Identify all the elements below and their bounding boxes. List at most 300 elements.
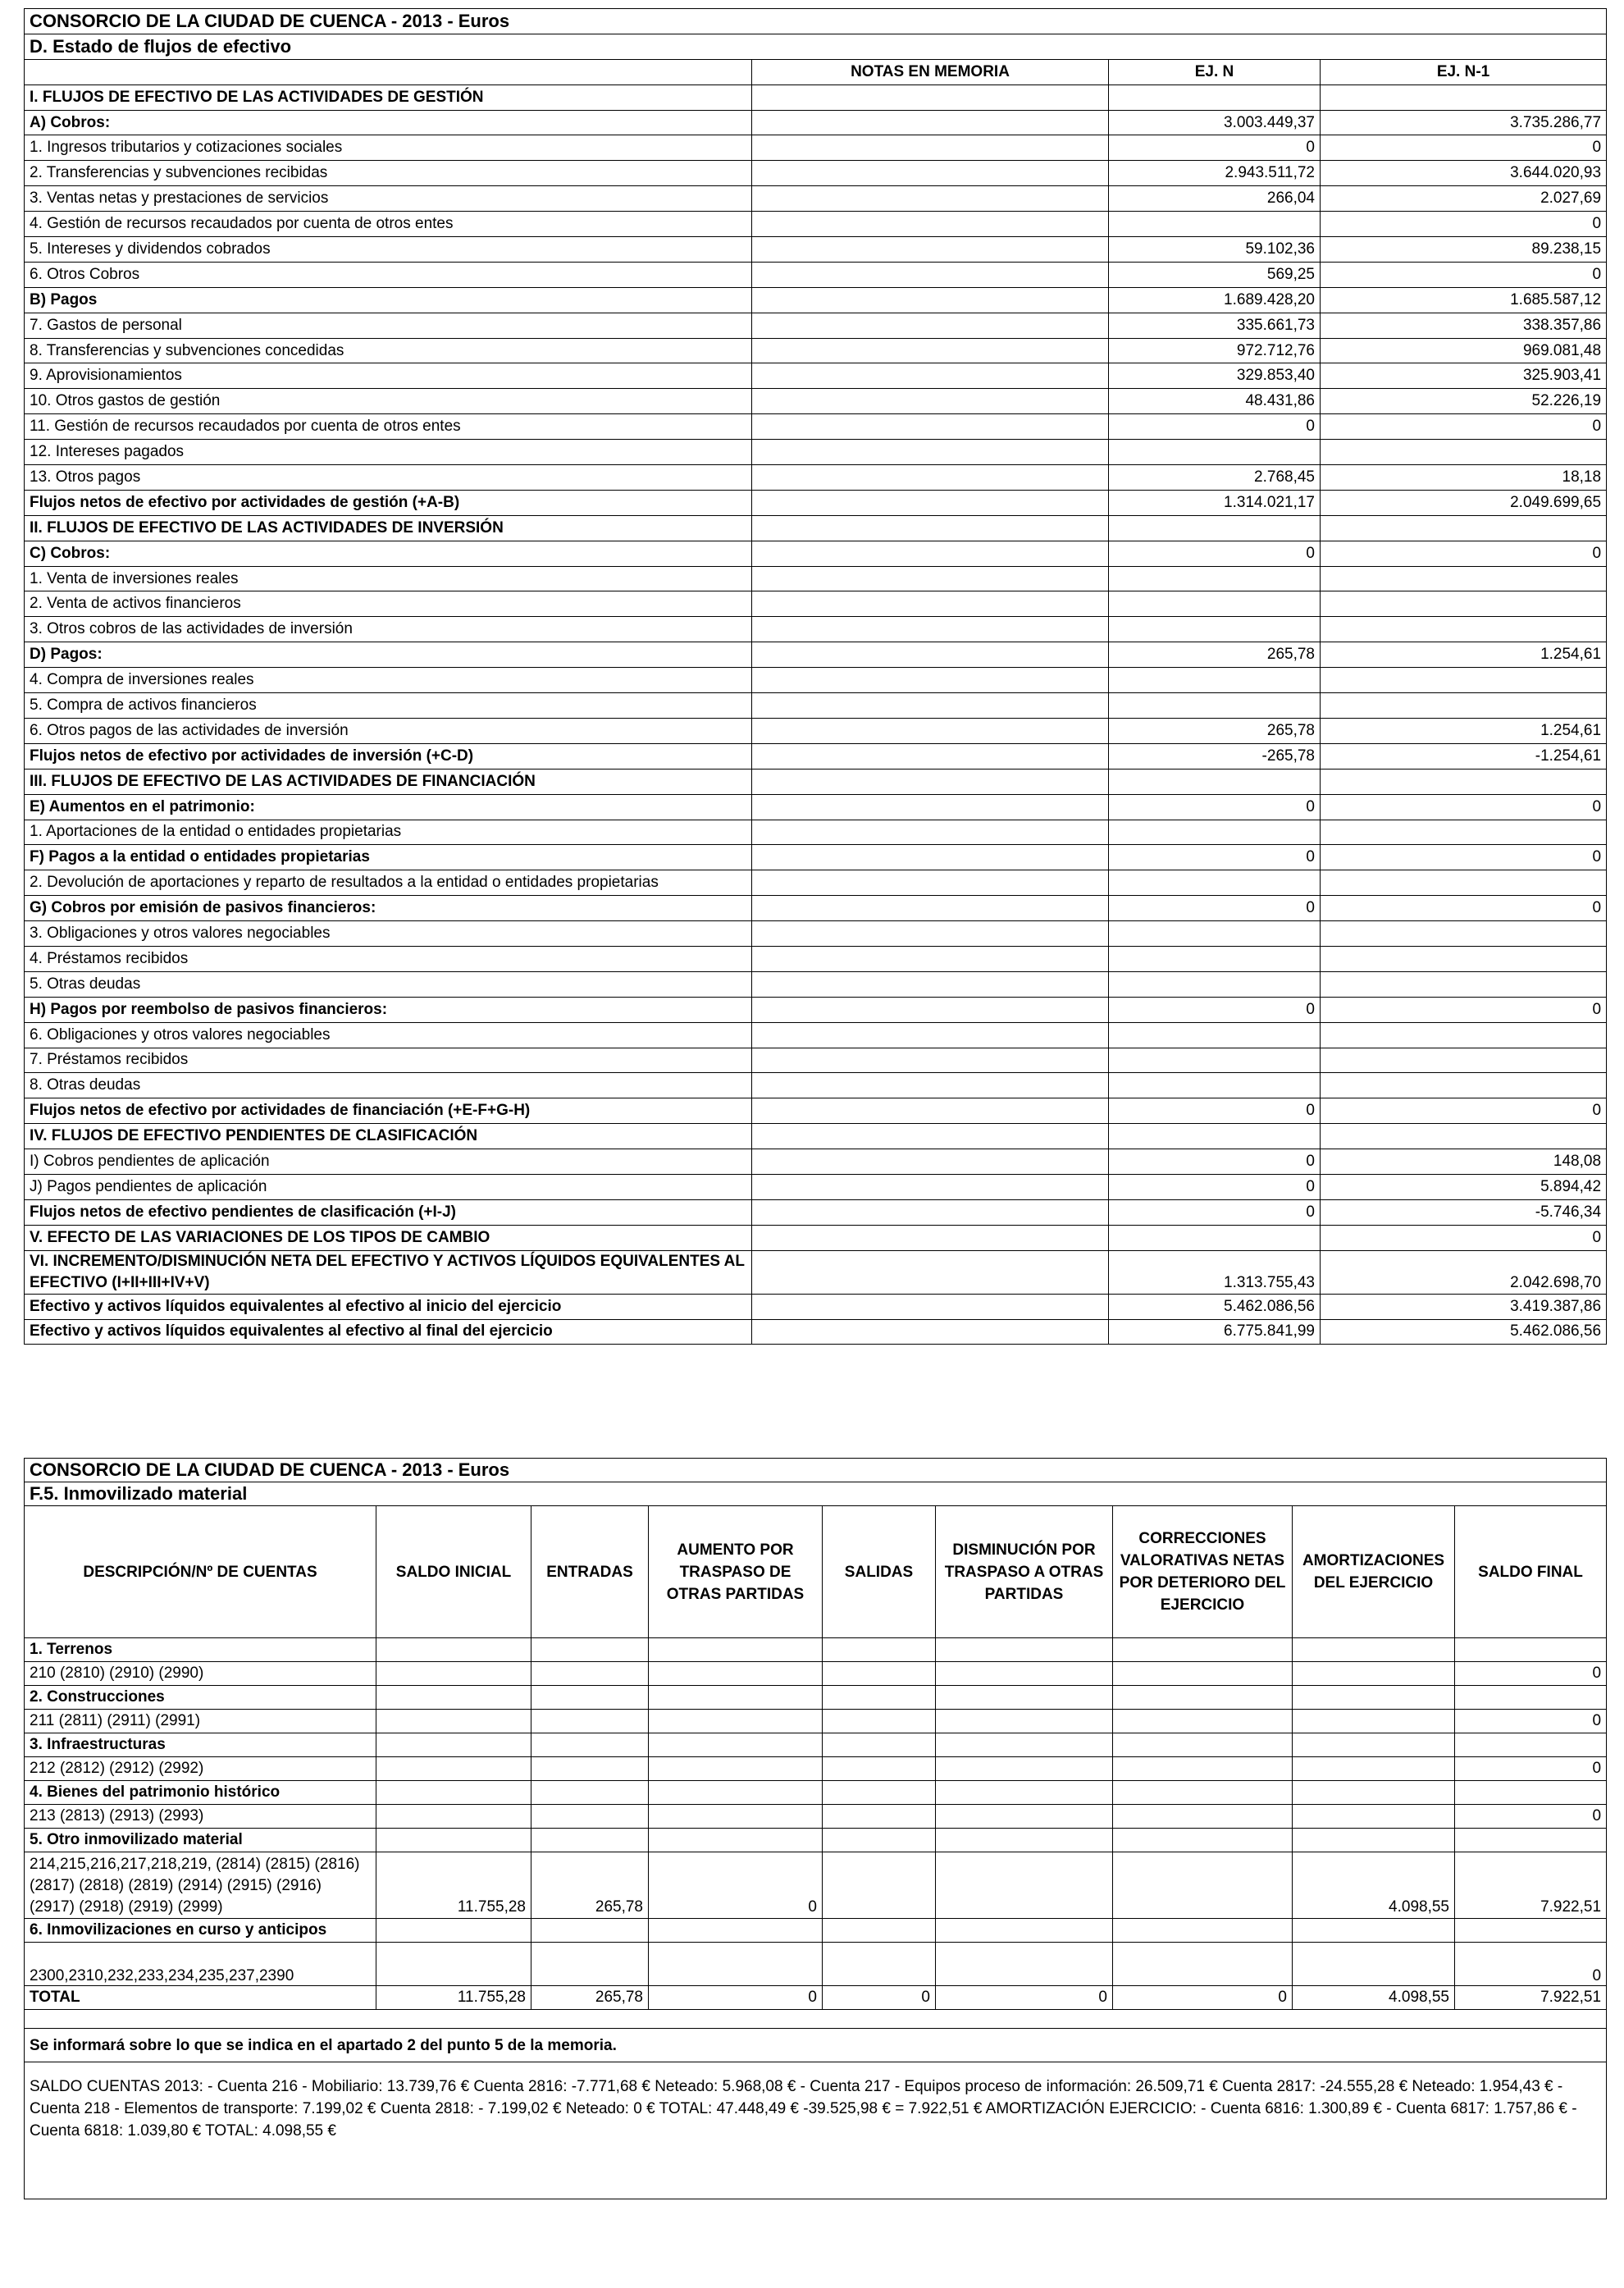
column-header-year-n: EJ. N — [1109, 59, 1321, 84]
cash-flow-row — [25, 668, 1607, 693]
cash-flow-row — [25, 896, 1607, 921]
asset-value — [823, 1638, 936, 1662]
row-value-year-n: 265,78 — [1109, 642, 1321, 668]
asset-value — [531, 1638, 649, 1662]
row-label: 8. Transferencias y subvenciones concedidas — [25, 338, 752, 363]
asset-value — [1293, 1733, 1455, 1757]
asset-value — [936, 1829, 1113, 1852]
row-label: 3. Obligaciones y otros valores negociables — [25, 921, 752, 947]
table2-subtitle-row — [25, 1482, 1607, 1506]
cash-flow-row — [25, 465, 1607, 491]
row-value-year-n1: 5.894,42 — [1321, 1174, 1607, 1199]
row-label: 6. Obligaciones y otros valores negociables — [25, 1022, 752, 1048]
row-value-year-n1: -1.254,61 — [1321, 743, 1607, 769]
row-notes — [752, 896, 1109, 921]
row-label: Flujos netos de efectivo por actividades de financiación (+E-F+G-H) — [25, 1098, 752, 1124]
asset-value — [936, 1710, 1113, 1733]
row-value-year-n1 — [1321, 617, 1607, 642]
fixed-assets-table — [24, 1458, 1607, 2199]
row-label: F) Pagos a la entidad o entidades propietarias — [25, 845, 752, 870]
row-value-year-n1 — [1321, 1048, 1607, 1073]
row-label: Flujos netos de efectivo por actividades de inversión (+C-D) — [25, 743, 752, 769]
row-value-year-n1: 0 — [1321, 997, 1607, 1022]
asset-value — [531, 1710, 649, 1733]
asset-value — [1293, 1781, 1455, 1805]
cash-flow-row — [25, 1174, 1607, 1199]
row-value-year-n: 329.853,40 — [1109, 363, 1321, 389]
column-header: DESCRIPCIÓN/Nº DE CUENTAS — [25, 1506, 376, 1638]
row-label: G) Cobros por emisión de pasivos financieros: — [25, 896, 752, 921]
cash-flow-row — [25, 997, 1607, 1022]
asset-value — [376, 1943, 531, 1986]
row-value-year-n: 1.689.428,20 — [1109, 287, 1321, 313]
row-value-year-n — [1109, 820, 1321, 845]
asset-value — [936, 1757, 1113, 1781]
asset-row — [25, 1805, 1607, 1829]
asset-value — [823, 1757, 936, 1781]
asset-value — [1455, 1733, 1607, 1757]
row-label: J) Pagos pendientes de aplicación — [25, 1174, 752, 1199]
cash-flow-row — [25, 161, 1607, 186]
row-value-year-n — [1109, 617, 1321, 642]
row-label: 6. Otros Cobros — [25, 262, 752, 287]
row-value-year-n1 — [1321, 820, 1607, 845]
row-value-year-n: 0 — [1109, 896, 1321, 921]
row-value-year-n: 2.768,45 — [1109, 465, 1321, 491]
row-label: 5. Compra de activos financieros — [25, 693, 752, 719]
cash-flow-row — [25, 845, 1607, 870]
row-value-year-n1 — [1321, 693, 1607, 719]
asset-value — [936, 1662, 1113, 1686]
asset-value — [1113, 1805, 1293, 1829]
row-notes — [752, 1124, 1109, 1149]
row-value-year-n1 — [1321, 870, 1607, 896]
row-value-year-n: 0 — [1109, 1098, 1321, 1124]
asset-value — [1455, 1781, 1607, 1805]
asset-value: 0 — [936, 1986, 1113, 2010]
asset-value — [376, 1710, 531, 1733]
column-header-concept — [25, 59, 752, 84]
asset-row — [25, 1757, 1607, 1781]
row-value-year-n1: 0 — [1321, 794, 1607, 820]
row-notes — [752, 389, 1109, 414]
cash-flow-row — [25, 946, 1607, 971]
row-value-year-n — [1109, 212, 1321, 237]
cash-flow-row — [25, 1073, 1607, 1098]
spacer-row — [25, 2010, 1607, 2029]
note-row — [25, 2029, 1607, 2062]
cash-flow-row — [25, 794, 1607, 820]
row-value-year-n1 — [1321, 946, 1607, 971]
row-label: 2. Venta de activos financieros — [25, 591, 752, 617]
asset-value — [823, 1805, 936, 1829]
row-value-year-n — [1109, 769, 1321, 794]
asset-value — [531, 1662, 649, 1686]
row-value-year-n1: 0 — [1321, 135, 1607, 161]
row-notes — [752, 1073, 1109, 1098]
asset-description: 5. Otro inmovilizado material — [25, 1829, 376, 1852]
row-value-year-n: 0 — [1109, 997, 1321, 1022]
asset-value — [1293, 1638, 1455, 1662]
row-label: 13. Otros pagos — [25, 465, 752, 491]
cash-flow-row — [25, 1250, 1607, 1294]
row-value-year-n — [1109, 440, 1321, 465]
column-header: SALDO FINAL — [1455, 1506, 1607, 1638]
asset-value — [649, 1943, 823, 1986]
asset-row — [25, 1852, 1607, 1919]
cash-flow-row — [25, 743, 1607, 769]
row-label: 2. Transferencias y subvenciones recibidas — [25, 161, 752, 186]
row-value-year-n: 0 — [1109, 1174, 1321, 1199]
row-notes — [752, 414, 1109, 440]
asset-value: 0 — [1455, 1943, 1607, 1986]
asset-value: 0 — [823, 1986, 936, 2010]
row-label: 7. Gastos de personal — [25, 313, 752, 338]
asset-value — [1455, 1919, 1607, 1943]
asset-value — [649, 1686, 823, 1710]
cash-flow-row — [25, 363, 1607, 389]
asset-value — [1113, 1781, 1293, 1805]
row-value-year-n: 0 — [1109, 845, 1321, 870]
row-notes — [752, 440, 1109, 465]
row-label: 9. Aprovisionamientos — [25, 363, 752, 389]
row-label: 7. Préstamos recibidos — [25, 1048, 752, 1073]
asset-description: 2300,2310,232,233,234,235,237,2390 — [25, 1943, 376, 1986]
row-value-year-n1 — [1321, 84, 1607, 110]
asset-value — [936, 1805, 1113, 1829]
asset-value — [649, 1805, 823, 1829]
asset-value: 0 — [1455, 1710, 1607, 1733]
asset-value — [823, 1829, 936, 1852]
row-value-year-n — [1109, 946, 1321, 971]
asset-value — [936, 1781, 1113, 1805]
row-value-year-n1 — [1321, 591, 1607, 617]
balances-note-row — [25, 2062, 1607, 2199]
cash-flow-row — [25, 490, 1607, 515]
cash-flow-row — [25, 541, 1607, 566]
cash-flow-row — [25, 1124, 1607, 1149]
row-value-year-n1: 0 — [1321, 1098, 1607, 1124]
row-label: E) Aumentos en el patrimonio: — [25, 794, 752, 820]
row-label: C) Cobros: — [25, 541, 752, 566]
table2-title: CONSORCIO DE LA CIUDAD DE CUENCA - 2013 - Euros — [25, 1459, 1607, 1482]
cash-flow-row — [25, 591, 1607, 617]
row-value-year-n1: 0 — [1321, 212, 1607, 237]
row-value-year-n1: 2.049.699,65 — [1321, 490, 1607, 515]
asset-value — [376, 1733, 531, 1757]
row-value-year-n1: 5.462.086,56 — [1321, 1319, 1607, 1345]
row-value-year-n — [1109, 515, 1321, 541]
row-notes — [752, 465, 1109, 491]
row-label: B) Pagos — [25, 287, 752, 313]
asset-value — [531, 1733, 649, 1757]
asset-value — [531, 1686, 649, 1710]
row-notes — [752, 997, 1109, 1022]
row-label: Flujos netos de efectivo por actividades de gestión (+A-B) — [25, 490, 752, 515]
asset-value — [1293, 1919, 1455, 1943]
row-notes — [752, 135, 1109, 161]
table2-column-header-row — [25, 1506, 1607, 1638]
asset-value — [823, 1781, 936, 1805]
row-value-year-n: 0 — [1109, 135, 1321, 161]
row-value-year-n1: 1.685.587,12 — [1321, 287, 1607, 313]
row-label: 5. Intereses y dividendos cobrados — [25, 237, 752, 263]
asset-value — [649, 1710, 823, 1733]
row-notes — [752, 769, 1109, 794]
row-notes — [752, 1319, 1109, 1345]
asset-value — [1113, 1829, 1293, 1852]
asset-value — [823, 1710, 936, 1733]
row-value-year-n — [1109, 1124, 1321, 1149]
row-value-year-n1: 2.027,69 — [1321, 186, 1607, 212]
asset-value — [823, 1943, 936, 1986]
balances-note-text: SALDO CUENTAS 2013: - Cuenta 216 - Mobiliario: 13.739,76 € Cuenta 2816: -7.771,68 € Neteado: 5.968,08 € - Cuenta 217 - Equipos proceso de información: 26.509,71 € Cuenta 2817: -24.555,28 € Neteado: 1.954,43 € - Cuenta 218 - Elementos de transporte: 7.199,02 € Cuenta 2818: - 7.199,02 € Neteado: 0 € TOTAL: 47.448,49 € -39.525,98 € = 7.922,51 € AMORTIZACIÓN EJERCICIO: - Cuenta 6816: 1.300,89 € - Cuenta 6817: 1.757,86 € - Cuenta 6818: 1.039,80 € TOTAL: 4.098,55 € — [25, 2062, 1607, 2199]
row-label: D) Pagos: — [25, 642, 752, 668]
row-label: H) Pagos por reembolso de pasivos financieros: — [25, 997, 752, 1022]
row-label: 4. Gestión de recursos recaudados por cuenta de otros entes — [25, 212, 752, 237]
row-label: 1. Aportaciones de la entidad o entidades propietarias — [25, 820, 752, 845]
asset-value — [1113, 1662, 1293, 1686]
row-label: I. FLUJOS DE EFECTIVO DE LAS ACTIVIDADES DE GESTIÓN — [25, 84, 752, 110]
row-label: 5. Otras deudas — [25, 971, 752, 997]
row-value-year-n: 1.313.755,43 — [1109, 1250, 1321, 1294]
row-value-year-n — [1109, 1022, 1321, 1048]
row-notes — [752, 515, 1109, 541]
asset-value — [1113, 1943, 1293, 1986]
row-value-year-n: 569,25 — [1109, 262, 1321, 287]
asset-value — [936, 1852, 1113, 1919]
row-value-year-n: 59.102,36 — [1109, 237, 1321, 263]
row-value-year-n: 0 — [1109, 1149, 1321, 1175]
row-notes — [752, 1199, 1109, 1225]
row-label: IV. FLUJOS DE EFECTIVO PENDIENTES DE CLASIFICACIÓN — [25, 1124, 752, 1149]
row-notes — [752, 591, 1109, 617]
asset-value — [531, 1919, 649, 1943]
cash-flow-row — [25, 1149, 1607, 1175]
row-notes — [752, 566, 1109, 591]
cash-flow-row — [25, 921, 1607, 947]
row-value-year-n1 — [1321, 668, 1607, 693]
row-value-year-n1 — [1321, 1022, 1607, 1048]
cash-flow-row — [25, 262, 1607, 287]
row-label: 4. Compra de inversiones reales — [25, 668, 752, 693]
asset-value — [1293, 1757, 1455, 1781]
asset-value: 0 — [1113, 1986, 1293, 2010]
row-notes — [752, 1048, 1109, 1073]
row-value-year-n — [1109, 1225, 1321, 1250]
row-notes — [752, 541, 1109, 566]
asset-row — [25, 1781, 1607, 1805]
row-value-year-n1: 0 — [1321, 541, 1607, 566]
row-notes — [752, 237, 1109, 263]
row-notes — [752, 794, 1109, 820]
row-notes — [752, 1022, 1109, 1048]
row-value-year-n1: 3.644.020,93 — [1321, 161, 1607, 186]
row-label: 1. Ingresos tributarios y cotizaciones sociales — [25, 135, 752, 161]
row-label: 3. Otros cobros de las actividades de inversión — [25, 617, 752, 642]
row-value-year-n1: 18,18 — [1321, 465, 1607, 491]
asset-value — [1113, 1733, 1293, 1757]
asset-value: 11.755,28 — [376, 1986, 531, 2010]
note-text: Se informará sobre lo que se indica en el apartado 2 del punto 5 de la memoria. — [25, 2029, 1607, 2062]
asset-value — [649, 1829, 823, 1852]
asset-value — [1113, 1757, 1293, 1781]
asset-row — [25, 1638, 1607, 1662]
row-value-year-n1: 0 — [1321, 262, 1607, 287]
cash-flow-table — [24, 8, 1607, 1345]
row-notes — [752, 1174, 1109, 1199]
row-label: 8. Otras deudas — [25, 1073, 752, 1098]
row-value-year-n — [1109, 693, 1321, 719]
row-value-year-n — [1109, 84, 1321, 110]
row-label: Efectivo y activos líquidos equivalentes al efectivo al inicio del ejercicio — [25, 1294, 752, 1319]
row-value-year-n1 — [1321, 440, 1607, 465]
row-notes — [752, 617, 1109, 642]
row-value-year-n — [1109, 971, 1321, 997]
asset-value — [376, 1638, 531, 1662]
row-label: A) Cobros: — [25, 110, 752, 135]
row-notes — [752, 1098, 1109, 1124]
asset-value — [823, 1686, 936, 1710]
asset-value — [1455, 1638, 1607, 1662]
row-value-year-n: 0 — [1109, 414, 1321, 440]
column-header: CORRECCIONES VALORATIVAS NETAS POR DETERIORO DEL EJERCICIO — [1113, 1506, 1293, 1638]
row-value-year-n1: 0 — [1321, 1225, 1607, 1250]
asset-description: 3. Infraestructuras — [25, 1733, 376, 1757]
row-label: 10. Otros gastos de gestión — [25, 389, 752, 414]
cash-flow-row — [25, 1225, 1607, 1250]
row-value-year-n1: 0 — [1321, 845, 1607, 870]
column-header: SALIDAS — [823, 1506, 936, 1638]
column-header: AMORTIZACIONES DEL EJERCICIO — [1293, 1506, 1455, 1638]
cash-flow-row — [25, 110, 1607, 135]
row-notes — [752, 262, 1109, 287]
asset-row — [25, 1686, 1607, 1710]
asset-value — [936, 1638, 1113, 1662]
asset-value — [1293, 1710, 1455, 1733]
asset-row — [25, 1710, 1607, 1733]
asset-row — [25, 1829, 1607, 1852]
asset-value: 11.755,28 — [376, 1852, 531, 1919]
asset-value — [376, 1662, 531, 1686]
asset-value: 0 — [1455, 1662, 1607, 1686]
cash-flow-row — [25, 313, 1607, 338]
asset-value: 265,78 — [531, 1852, 649, 1919]
row-value-year-n: 1.314.021,17 — [1109, 490, 1321, 515]
row-value-year-n: 2.943.511,72 — [1109, 161, 1321, 186]
row-value-year-n — [1109, 1073, 1321, 1098]
asset-value — [1113, 1919, 1293, 1943]
asset-value — [1113, 1852, 1293, 1919]
row-value-year-n1: 0 — [1321, 896, 1607, 921]
row-notes — [752, 668, 1109, 693]
cash-flow-row — [25, 820, 1607, 845]
row-value-year-n1: 148,08 — [1321, 1149, 1607, 1175]
asset-value: 0 — [1455, 1805, 1607, 1829]
row-value-year-n1: 52.226,19 — [1321, 389, 1607, 414]
asset-value — [936, 1733, 1113, 1757]
column-header: DISMINUCIÓN POR TRASPASO A OTRAS PARTIDAS — [936, 1506, 1113, 1638]
row-notes — [752, 693, 1109, 719]
asset-value — [531, 1781, 649, 1805]
asset-value: 4.098,55 — [1293, 1986, 1455, 2010]
asset-description: 212 (2812) (2912) (2992) — [25, 1757, 376, 1781]
asset-value — [1113, 1710, 1293, 1733]
row-notes — [752, 820, 1109, 845]
asset-value: 265,78 — [531, 1986, 649, 2010]
row-notes — [752, 845, 1109, 870]
row-value-year-n1: 89.238,15 — [1321, 237, 1607, 263]
asset-value — [376, 1919, 531, 1943]
row-value-year-n: 335.661,73 — [1109, 313, 1321, 338]
row-notes — [752, 971, 1109, 997]
row-value-year-n1: 3.735.286,77 — [1321, 110, 1607, 135]
row-label: Efectivo y activos líquidos equivalentes al efectivo al final del ejercicio — [25, 1319, 752, 1345]
row-value-year-n: 5.462.086,56 — [1109, 1294, 1321, 1319]
asset-value — [823, 1852, 936, 1919]
total-row — [25, 1986, 1607, 2010]
row-notes — [752, 1149, 1109, 1175]
cash-flow-row — [25, 440, 1607, 465]
column-header-year-n1: EJ. N-1 — [1321, 59, 1607, 84]
row-value-year-n: 972.712,76 — [1109, 338, 1321, 363]
row-value-year-n1 — [1321, 515, 1607, 541]
asset-value — [936, 1686, 1113, 1710]
cash-flow-row — [25, 566, 1607, 591]
asset-value — [376, 1781, 531, 1805]
row-value-year-n: 48.431,86 — [1109, 389, 1321, 414]
table2-subtitle: F.5. Inmovilizado material — [25, 1482, 1607, 1506]
asset-value — [531, 1757, 649, 1781]
row-value-year-n1: 325.903,41 — [1321, 363, 1607, 389]
asset-value — [376, 1829, 531, 1852]
asset-value — [531, 1829, 649, 1852]
cash-flow-row — [25, 287, 1607, 313]
column-header-notes: NOTAS EN MEMORIA — [752, 59, 1109, 84]
row-value-year-n: 265,78 — [1109, 718, 1321, 743]
row-notes — [752, 363, 1109, 389]
row-label: 11. Gestión de recursos recaudados por cuenta de otros entes — [25, 414, 752, 440]
cash-flow-row — [25, 769, 1607, 794]
cash-flow-row — [25, 971, 1607, 997]
asset-value — [823, 1733, 936, 1757]
asset-value — [376, 1757, 531, 1781]
row-value-year-n — [1109, 921, 1321, 947]
row-value-year-n — [1109, 668, 1321, 693]
asset-value — [1113, 1686, 1293, 1710]
row-value-year-n: 0 — [1109, 1199, 1321, 1225]
row-notes — [752, 84, 1109, 110]
cash-flow-row — [25, 186, 1607, 212]
column-header-row — [25, 59, 1607, 84]
cash-flow-row — [25, 237, 1607, 263]
cash-flow-row — [25, 389, 1607, 414]
table2-title-row — [25, 1459, 1607, 1482]
asset-value — [1293, 1805, 1455, 1829]
asset-value — [1455, 1686, 1607, 1710]
asset-row — [25, 1919, 1607, 1943]
cash-flow-row — [25, 642, 1607, 668]
row-value-year-n1: 338.357,86 — [1321, 313, 1607, 338]
row-notes — [752, 1294, 1109, 1319]
row-notes — [752, 1225, 1109, 1250]
report-subtitle-row — [25, 34, 1607, 59]
row-value-year-n1 — [1321, 921, 1607, 947]
asset-value — [823, 1662, 936, 1686]
asset-value — [1293, 1662, 1455, 1686]
asset-value — [1293, 1686, 1455, 1710]
row-label: 1. Venta de inversiones reales — [25, 566, 752, 591]
